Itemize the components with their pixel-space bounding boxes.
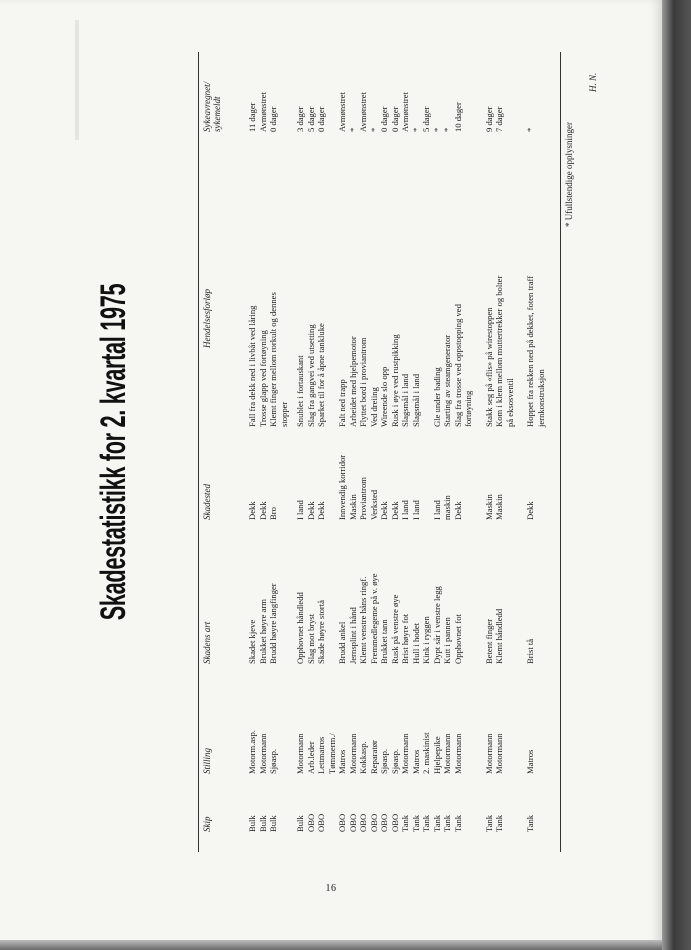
cell-skadested: I land — [295, 500, 305, 520]
signature: H. N. — [588, 72, 598, 92]
cell-stilling: Motormann — [494, 733, 504, 774]
cell-hendelsesforlop: Slagsmål i land — [400, 374, 410, 427]
cell-stilling: Motormann — [400, 733, 410, 774]
cell-sykeavregnet: * — [347, 127, 358, 132]
cell-skadens-art: Slag mot bryst — [305, 613, 316, 664]
cell-hendelsesforlop: Flyttet bord i proviantrom — [358, 337, 368, 427]
cell-skip: OBO — [368, 813, 379, 832]
cell-skip: Tank — [410, 814, 421, 832]
cell-skadested: Dekk — [525, 501, 535, 520]
cell-skadens-art: Rusk på venstre øye — [389, 594, 400, 664]
cell-skadens-art: Opphovnet håndledd — [295, 592, 305, 664]
scanner-bottom-edge — [0, 940, 662, 950]
cell-hendelsesforlop: Arbeidet med hjelpemotor — [347, 336, 358, 427]
cell-skip: OBO — [379, 813, 389, 832]
column-header-skadested: Skadested — [202, 484, 212, 520]
cell-skip: OBO — [389, 813, 400, 832]
cell-sykeavregnet: 0 dager — [316, 106, 326, 132]
cell-sykeavregnet: 5 dager — [305, 106, 316, 132]
cell-skip: Tank — [442, 814, 452, 832]
cell-skadested: I land — [431, 500, 442, 520]
cell-stilling: Motormann — [257, 733, 268, 774]
cell-hendelsesforlop: Falt ned trapp — [337, 379, 347, 427]
cell-hendelsesforlop: Slagsmål i land — [410, 374, 421, 427]
cell-skadens-art: Brukket tann — [379, 619, 389, 664]
cell-hendelsesforlop: Rusk i øye ved rustpikking — [389, 334, 400, 427]
page-number: 16 — [325, 883, 337, 894]
cell-stilling: Motormann — [483, 733, 494, 774]
cell-stilling: 2. maskinist — [421, 732, 431, 774]
cell-sykeavregnet: 10 dager — [452, 102, 463, 132]
column-header-skadens-art: Skadens art — [202, 621, 212, 664]
cell-stilling: Hjelpepike — [431, 736, 442, 774]
page-edge-shadow — [662, 0, 691, 950]
cell-sykeavregnet: * — [431, 127, 442, 132]
cell-skadested: Innvendig korridor — [337, 454, 347, 520]
cell-skadested: Dekk — [452, 501, 463, 520]
cell-sykeavregnet: * — [368, 127, 379, 132]
cell-skadested: I land — [400, 500, 410, 520]
cell-sykeavregnet: Avmønstret — [358, 92, 368, 132]
cell-skip: Bulk — [268, 815, 278, 832]
cell-skadens-art: Opphovnet fot — [452, 614, 463, 664]
column-header-sykeavregnet-line2: sykemeldt — [212, 96, 222, 132]
cell-hendelsesforlop: Trosse glapp ved fortøyning — [257, 330, 268, 427]
cell-sykeavregnet: 3 dager — [295, 106, 305, 132]
cell-skip: Tank — [431, 814, 442, 832]
cell-skip: OBO — [305, 813, 316, 832]
cell-skadested: Verksted — [368, 489, 379, 520]
column-header-stilling: Stilling — [202, 747, 212, 774]
cell-sykeavregnet: 9 dager — [483, 106, 494, 132]
cell-stilling: Kokkasp. — [358, 741, 368, 774]
cell-skadens-art: Brudd ankel — [337, 621, 347, 664]
cell-stilling: Tømmerm./ — [326, 733, 337, 774]
cell-hendelsesforlop: Gle under bading — [431, 367, 442, 427]
cell-hendelsesforlop: Starting av steamgenerator — [442, 334, 452, 427]
cell-hendelsesforlop: jernkonstruksjon — [535, 369, 546, 427]
cell-sykeavregnet: 5 dager — [421, 106, 431, 132]
cell-stilling: Sjøasp. — [379, 748, 389, 774]
cell-hendelsesforlop: Sparket til for å åpne tankluke — [316, 323, 326, 427]
cell-sykeavregnet: Avmønstret — [337, 92, 347, 132]
cell-skip: Bulk — [257, 815, 268, 832]
cell-skip: Tank — [525, 814, 535, 832]
cell-skadens-art: Kutt i pannen — [442, 617, 452, 664]
cell-skadens-art: Fremmedlegeme på v. øye — [368, 573, 379, 664]
header-rule — [198, 52, 199, 852]
cell-skip: Tank — [421, 814, 431, 832]
cell-sykeavregnet: 0 dager — [268, 106, 278, 132]
cell-skadested: Proviantrom — [358, 477, 368, 520]
cell-skadens-art: Dypt sår i venstre legg — [431, 586, 442, 664]
cell-skip: Tank — [452, 814, 463, 832]
cell-hendelsesforlop: Fall fra dekk ned i livbåt ved låring — [247, 305, 257, 427]
cell-skadens-art: Skade høyre stortå — [316, 600, 326, 664]
cell-skadested: Maskin — [483, 494, 494, 520]
cell-skadens-art: Brudd høyre langfinger — [268, 583, 278, 664]
cell-skip: Bulk — [295, 815, 305, 832]
cell-hendelsesforlop: Klemt finger mellom rorkult og dennes — [268, 292, 278, 427]
cell-stilling: Motorm.asp. — [247, 730, 257, 774]
column-header-skip: Skip — [202, 816, 212, 832]
cell-hendelsesforlop: Kom i klem mellom muttertrekker og bolter — [494, 275, 504, 427]
cell-hendelsesforlop: Ved dreiing — [368, 387, 379, 427]
cell-skadens-art: Klemt håndledd — [494, 608, 504, 664]
cell-skadens-art: Betent finger — [483, 618, 494, 664]
cell-sykeavregnet: 7 dager — [494, 106, 504, 132]
cell-stilling: Reparatør — [368, 740, 379, 774]
cell-hendelsesforlop: på eksosventil — [504, 378, 515, 427]
cell-skadens-art: Brist høyre fot — [400, 613, 410, 664]
cell-skadested: I land — [410, 500, 421, 520]
cell-skip: Tank — [494, 814, 504, 832]
cell-sykeavregnet: * — [442, 127, 452, 132]
cell-sykeavregnet: 11 dager — [247, 102, 257, 132]
column-header-hendelsesforlop: Hendelsesforløp — [202, 289, 212, 348]
cell-skadested: Dekk — [247, 501, 257, 520]
cell-skip: OBO — [316, 813, 326, 832]
footer-rule — [560, 52, 561, 852]
column-header-sykeavregnet — [202, 82, 222, 132]
cell-stilling: Motormann — [295, 733, 305, 774]
cell-skadested: Maskin — [494, 494, 504, 520]
cell-skadested: Dekk — [379, 501, 389, 520]
cell-stilling: Sjøasp. — [268, 748, 278, 774]
cell-stilling: Lettmatros — [316, 736, 326, 774]
cell-hendelsesforlop: Slag fra trosse ved oppstopping ved — [452, 304, 463, 427]
cell-skip: Tank — [483, 814, 494, 832]
cell-skip: Bulk — [247, 815, 257, 832]
cell-stilling: Motormann — [452, 733, 463, 774]
cell-skadested: Dekk — [316, 501, 326, 520]
cell-sykeavregnet: * — [410, 127, 421, 132]
cell-skadested: Dekk — [389, 501, 400, 520]
cell-sykeavregnet: 0 dager — [389, 106, 400, 132]
cell-skadens-art: Hull i hodet — [410, 622, 421, 664]
cell-skip: Tank — [400, 814, 410, 832]
column-header-sykeavregnet-line1: Sykeavregnet/ — [202, 81, 212, 132]
cell-skip: OBO — [347, 813, 358, 832]
cell-stilling: Matros — [525, 749, 535, 774]
cell-skadens-art: Brist tå — [525, 638, 535, 664]
cell-sykeavregnet: Avmønstret — [257, 92, 268, 132]
cell-skadested: Dekk — [305, 501, 316, 520]
cell-hendelsesforlop: Snublet i fortauskant — [295, 355, 305, 427]
cell-skadens-art: Klemt venstre håns ringf. — [358, 576, 368, 664]
cell-skadens-art: Brukket høyre arm — [257, 599, 268, 664]
cell-skadens-art: Kink i ryggen — [421, 616, 431, 664]
cell-stilling: Sjøasp. — [389, 748, 400, 774]
cell-stilling: Arb.leder — [305, 741, 316, 774]
cell-skadens-art: Jernsplint i hånd — [347, 607, 358, 664]
cell-hendelsesforlop: Wireende slo opp — [379, 366, 389, 427]
cell-stilling: Motormann — [442, 733, 452, 774]
cell-hendelsesforlop: stopper — [278, 401, 289, 427]
cell-sykeavregnet: 0 dager — [379, 106, 389, 132]
cell-skip: OBO — [358, 813, 368, 832]
cell-skadested: Maskin — [347, 494, 358, 520]
cell-sykeavregnet: * — [525, 127, 535, 132]
cell-stilling: Matros — [337, 749, 347, 774]
cell-hendelsesforlop: Hoppet fra rekken ned på dekket, foten traff — [525, 275, 535, 427]
footnote: * Ufullstendige opplysninger — [564, 122, 574, 227]
cell-skadested: Dekk — [257, 501, 268, 520]
cell-hendelsesforlop: Slag fra gangvei ved utsetting — [305, 324, 316, 427]
cell-sykeavregnet: Avmønstret — [400, 92, 410, 132]
rotated-table-page — [94, 52, 634, 852]
cell-hendelsesforlop: fortøyning — [463, 390, 473, 427]
cell-skadens-art: Skadet kjeve — [247, 619, 257, 664]
cell-skadested: Bro — [268, 507, 278, 520]
cell-skadested: maskin — [442, 495, 452, 520]
cell-hendelsesforlop: Stakk seg på «flis» på wirestoppen — [483, 307, 494, 427]
cell-stilling: Matros — [410, 749, 421, 774]
page-title: Skadestatistikk for 2. kvartal 1975 — [94, 283, 133, 621]
cell-skip: OBO — [337, 813, 347, 832]
cell-stilling: Motormann — [347, 733, 358, 774]
